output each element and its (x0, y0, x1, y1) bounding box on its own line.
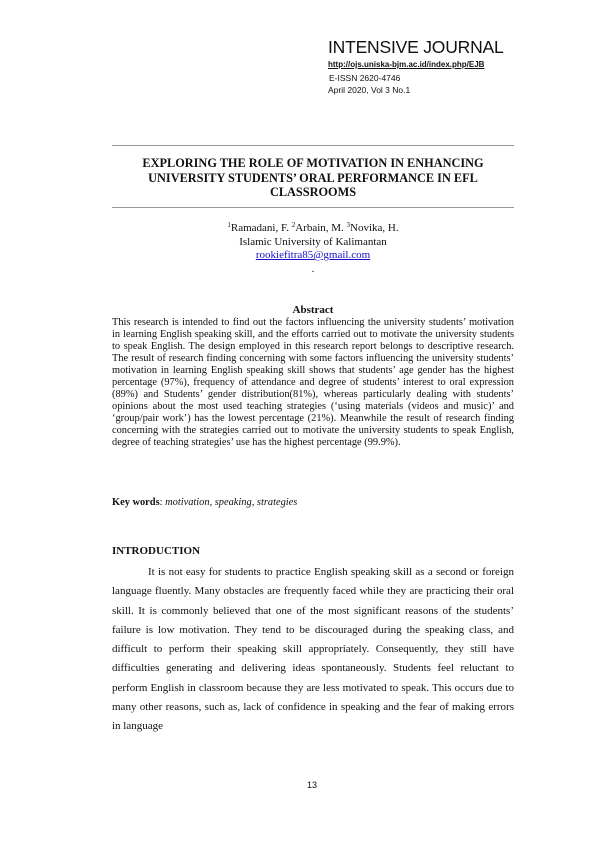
author-3-marker: 3 (346, 221, 351, 229)
author-2-name: Arbain, M. (295, 222, 344, 234)
author-2-marker: 2 (291, 221, 296, 229)
introduction-text: It is not easy for students to practice English speaking skill as a second or foreign language fluently. Many obstacles are frequently faced while they are practicing their oral skill. It is commonly believed that one of the most significant reasons of the students’ failure is low motivation. They tend to be discouraged during the speaking class, and difficult to perform their speaking skill appropriately. Consequently, they still have difficulties generating and delivering ideas spontaneously. Students feel reluctant to perform English in classroom because they are less motivated to speak. This occurs due to many other reasons, such as, lack of confidence in speaking and the fear of making errors in language (112, 566, 514, 733)
abstract-text: This research is intended to find out the factors influencing the university students’ motivation in learning English speaking skill, and the efforts carried out to motivate the university students to speak English. The design employed in this research report belongs to descriptive research. The result of research finding concerning with some factors influencing the university students’ motivation in learning English speaking skill shows that students’ age gender has the highest percentage (97%), frequency of attendance and degree of students’ interest to oral expression (89%) and Students’ gender distribution(81%), whereas particularly dealing with students’ opinions about the most used teaching strategies (‘using materials (videos and music)’ and ‘group/pair work’) has the lowest percentage (21%). Meanwhile the result of research finding concerning with the strategies carried out to motivate the university students to speak English, degree of teaching strategies’ use has the highest percentage (99.9%). (112, 317, 514, 448)
author-3-name: Novika, H. (350, 222, 399, 234)
keywords-list: motivation, speaking, strategies (165, 497, 298, 508)
affiliation: Islamic University of Kalimantan (239, 235, 387, 248)
keywords-separator: : (159, 497, 166, 508)
journal-name: INTENSIVE JOURNAL (328, 37, 504, 57)
journal-header (328, 37, 504, 96)
author-list (112, 219, 514, 236)
page-number: 13 (306, 780, 317, 790)
author-1-marker: 1 (227, 221, 231, 229)
journal-eissn: E-ISSN 2620-4746 (329, 73, 401, 83)
introduction-heading: INTRODUCTION (112, 545, 201, 557)
keywords-line (112, 497, 514, 509)
keywords-label: Key words (112, 497, 160, 508)
email-link[interactable]: rookiefitra85@gmail.com (255, 249, 371, 261)
journal-url-link[interactable]: http://ojs.uniska-bjm.ac.id/index.php/EJB (328, 60, 485, 69)
author-1-name: Ramadani, F. (230, 222, 289, 234)
title-bottom-rule (112, 207, 514, 208)
title-top-rule (112, 145, 514, 146)
trailing-dot: . (311, 262, 315, 275)
abstract-heading: Abstract (292, 304, 334, 316)
paper-title: EXPLORING THE ROLE OF MOTIVATION IN ENHANCING UNIVERSITY STUDENTS’ ORAL PERFORMANCE IN EFL CLASSROOMS (142, 156, 484, 199)
journal-meta (328, 72, 504, 96)
journal-issue: April 2020, Vol 3 No.1 (328, 85, 411, 95)
authors-block (112, 219, 514, 276)
